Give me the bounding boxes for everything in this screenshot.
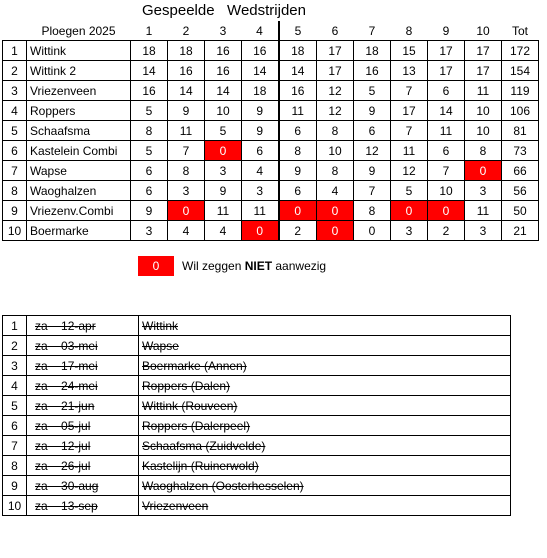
legend-text-bold: NIET	[244, 259, 273, 273]
schedule-opponent: Roppers (Dalerpeel)	[139, 416, 511, 436]
legend-text-after: aanwezig	[272, 259, 327, 273]
score-cell: 9	[242, 121, 279, 141]
schedule-number: 1	[3, 316, 27, 336]
schedule-date: 30-aug	[61, 478, 99, 493]
score-cell: 17	[465, 41, 502, 61]
score-cell: 2	[428, 221, 465, 241]
header-round-8: 8	[391, 21, 428, 41]
score-cell: 7	[391, 81, 428, 101]
score-cell: 4	[205, 221, 242, 241]
schedule-number: 2	[3, 336, 27, 356]
table-row	[3, 161, 539, 181]
row-total: 106	[502, 101, 539, 121]
header-round-1: 1	[131, 21, 168, 41]
schedule-row	[3, 336, 511, 356]
legend-text-before: Wil zeggen	[182, 259, 245, 273]
score-cell: 0	[168, 201, 205, 221]
score-cell: 8	[317, 161, 354, 181]
score-cell: 14	[168, 81, 205, 101]
schedule-date-cell	[27, 356, 139, 376]
score-cell: 17	[428, 41, 465, 61]
score-cell: 11	[465, 201, 502, 221]
score-cell: 16	[168, 61, 205, 81]
schedule-day: za	[35, 478, 48, 493]
row-total: 73	[502, 141, 539, 161]
score-cell: 7	[428, 161, 465, 181]
score-cell: 9	[279, 161, 317, 181]
row-team-name: Kastelein Combi	[27, 141, 131, 161]
score-cell: 6	[428, 141, 465, 161]
schedule-day: za	[35, 378, 48, 393]
score-cell: 0	[465, 161, 502, 181]
score-cell: 13	[391, 61, 428, 81]
header-blank	[3, 21, 27, 41]
score-cell: 8	[465, 141, 502, 161]
schedule-spacer	[48, 419, 61, 433]
schedule-date-cell	[27, 416, 139, 436]
row-total: 172	[502, 41, 539, 61]
score-cell: 14	[242, 61, 279, 81]
score-cell: 14	[131, 61, 168, 81]
header-round-6: 6	[317, 21, 354, 41]
row-team-name: Boermarke	[27, 221, 131, 241]
schedule-table	[2, 315, 511, 516]
score-cell: 6	[242, 141, 279, 161]
schedule-opponent: Roppers (Dalen)	[139, 376, 511, 396]
row-rank: 10	[3, 221, 27, 241]
score-cell: 6	[279, 181, 317, 201]
row-total: 50	[502, 201, 539, 221]
row-total: 154	[502, 61, 539, 81]
schedule-date-cell	[27, 376, 139, 396]
score-cell: 11	[465, 81, 502, 101]
schedule-row	[3, 376, 511, 396]
score-cell: 7	[354, 181, 391, 201]
schedule-day: za	[35, 338, 48, 353]
row-rank: 5	[3, 121, 27, 141]
schedule-date: 12-apr	[61, 318, 96, 333]
schedule-date-cell	[27, 496, 139, 516]
score-cell: 17	[317, 61, 354, 81]
schedule-number: 6	[3, 416, 27, 436]
schedule-spacer	[48, 399, 61, 413]
schedule-opponent: Waoghalzen (Oosterhesselen)	[139, 476, 511, 496]
row-total: 66	[502, 161, 539, 181]
schedule-spacer	[48, 339, 61, 353]
score-cell: 16	[205, 41, 242, 61]
row-rank: 7	[3, 161, 27, 181]
schedule-number: 3	[3, 356, 27, 376]
score-cell: 3	[465, 181, 502, 201]
schedule-day: za	[35, 498, 48, 513]
score-cell: 3	[205, 161, 242, 181]
table-row	[3, 201, 539, 221]
schedule-number: 4	[3, 376, 27, 396]
score-cell: 12	[317, 81, 354, 101]
schedule-spacer	[48, 379, 61, 393]
schedule-date: 03-mei	[61, 338, 98, 353]
schedule-spacer	[48, 499, 61, 513]
table-row	[3, 141, 539, 161]
schedule-date: 05-jul	[61, 418, 91, 433]
schedule-date: 17-mei	[61, 358, 98, 373]
score-cell: 16	[131, 81, 168, 101]
schedule-opponent: Kastelijn (Ruinerwold)	[139, 456, 511, 476]
score-cell: 3	[242, 181, 279, 201]
row-rank: 9	[3, 201, 27, 221]
schedule-row	[3, 396, 511, 416]
score-cell: 17	[465, 61, 502, 81]
score-cell: 5	[131, 101, 168, 121]
header-total: Tot	[502, 21, 539, 41]
schedule-date-cell	[27, 456, 139, 476]
score-cell: 5	[205, 121, 242, 141]
score-cell: 8	[354, 201, 391, 221]
score-cell: 3	[391, 221, 428, 241]
table-row	[3, 81, 539, 101]
score-cell: 0	[279, 201, 317, 221]
schedule-opponent: Wittink	[139, 316, 511, 336]
row-team-name: Vriezenv.Combi	[27, 201, 131, 221]
schedule-spacer	[48, 439, 61, 453]
schedule-number: 10	[3, 496, 27, 516]
score-cell: 12	[317, 101, 354, 121]
row-rank: 4	[3, 101, 27, 121]
score-cell: 3	[465, 221, 502, 241]
score-cell: 17	[428, 61, 465, 81]
schedule-opponent: Wittink (Rouveen)	[139, 396, 511, 416]
schedule-row	[3, 496, 511, 516]
header-round-7: 7	[354, 21, 391, 41]
score-cell: 9	[205, 181, 242, 201]
row-team-name: Wittink 2	[27, 61, 131, 81]
score-cell: 4	[168, 221, 205, 241]
score-cell: 16	[354, 61, 391, 81]
schedule-number: 7	[3, 436, 27, 456]
schedule-spacer	[48, 319, 61, 333]
score-cell: 18	[168, 41, 205, 61]
header-team-label: Ploegen 2025	[27, 21, 131, 41]
row-rank: 2	[3, 61, 27, 81]
table-row	[3, 41, 539, 61]
score-cell: 3	[168, 181, 205, 201]
score-cell: 5	[131, 141, 168, 161]
schedule-opponent: Boermarke (Annen)	[139, 356, 511, 376]
schedule-date-cell	[27, 336, 139, 356]
header-round-9: 9	[428, 21, 465, 41]
schedule-row	[3, 476, 511, 496]
score-cell: 16	[242, 41, 279, 61]
score-cell: 8	[168, 161, 205, 181]
schedule-day: za	[35, 318, 48, 333]
score-cell: 0	[391, 201, 428, 221]
score-cell: 11	[168, 121, 205, 141]
score-cell: 11	[242, 201, 279, 221]
score-cell: 9	[131, 201, 168, 221]
scores-header-row	[3, 21, 539, 41]
legend-swatch: 0	[138, 256, 174, 276]
page-title: Gespeelde Wedstrijden	[142, 2, 306, 19]
header-round-4: 4	[242, 21, 279, 41]
row-team-name: Vriezenveen	[27, 81, 131, 101]
schedule-number: 8	[3, 456, 27, 476]
score-cell: 0	[317, 201, 354, 221]
score-cell: 8	[131, 121, 168, 141]
score-cell: 10	[465, 121, 502, 141]
legend	[138, 256, 326, 276]
schedule-day: za	[35, 398, 48, 413]
score-cell: 18	[242, 81, 279, 101]
score-cell: 16	[205, 61, 242, 81]
schedule-date: 12-jul	[61, 438, 91, 453]
score-cell: 11	[279, 101, 317, 121]
score-cell: 0	[205, 141, 242, 161]
table-row	[3, 121, 539, 141]
schedule-date: 24-mei	[61, 378, 98, 393]
schedule-date-cell	[27, 436, 139, 456]
score-cell: 0	[354, 221, 391, 241]
score-cell: 10	[317, 141, 354, 161]
row-rank: 6	[3, 141, 27, 161]
score-cell: 10	[205, 101, 242, 121]
score-cell: 18	[131, 41, 168, 61]
table-row	[3, 221, 539, 241]
schedule-row	[3, 356, 511, 376]
schedule-row	[3, 416, 511, 436]
row-total: 119	[502, 81, 539, 101]
score-cell: 9	[242, 101, 279, 121]
score-cell: 7	[168, 141, 205, 161]
scores-table	[2, 21, 539, 241]
score-cell: 0	[317, 221, 354, 241]
schedule-spacer	[48, 479, 61, 493]
score-cell: 14	[205, 81, 242, 101]
score-cell: 18	[354, 41, 391, 61]
schedule-spacer	[48, 359, 61, 373]
row-total: 81	[502, 121, 539, 141]
header-round-10: 10	[465, 21, 502, 41]
schedule-opponent: Schaafsma (Zuidvelde)	[139, 436, 511, 456]
score-cell: 9	[354, 101, 391, 121]
header-round-2: 2	[168, 21, 205, 41]
schedule-day: za	[35, 418, 48, 433]
schedule-date: 26-jul	[61, 458, 91, 473]
score-cell: 3	[131, 221, 168, 241]
row-rank: 1	[3, 41, 27, 61]
row-total: 56	[502, 181, 539, 201]
schedule-date: 13-sep	[61, 498, 98, 513]
score-cell: 0	[428, 201, 465, 221]
score-cell: 4	[317, 181, 354, 201]
table-row	[3, 61, 539, 81]
schedule-number: 5	[3, 396, 27, 416]
score-cell: 5	[354, 81, 391, 101]
score-cell: 10	[465, 101, 502, 121]
schedule-day: za	[35, 438, 48, 453]
score-cell: 16	[279, 81, 317, 101]
score-cell: 15	[391, 41, 428, 61]
score-cell: 14	[428, 101, 465, 121]
score-cell: 8	[317, 121, 354, 141]
score-cell: 11	[205, 201, 242, 221]
row-team-name: Roppers	[27, 101, 131, 121]
score-cell: 17	[391, 101, 428, 121]
score-cell: 9	[354, 161, 391, 181]
row-team-name: Waoghalzen	[27, 181, 131, 201]
score-cell: 11	[391, 141, 428, 161]
schedule-date: 21-jun	[61, 398, 95, 413]
schedule-row	[3, 436, 511, 456]
row-total: 21	[502, 221, 539, 241]
schedule-number: 9	[3, 476, 27, 496]
score-cell: 14	[279, 61, 317, 81]
score-cell: 12	[391, 161, 428, 181]
schedule-day: za	[35, 358, 48, 373]
score-cell: 6	[428, 81, 465, 101]
row-team-name: Wapse	[27, 161, 131, 181]
schedule-date-cell	[27, 396, 139, 416]
row-rank: 3	[3, 81, 27, 101]
schedule-spacer	[48, 459, 61, 473]
row-rank: 8	[3, 181, 27, 201]
schedule-date-cell	[27, 476, 139, 496]
schedule-opponent: Vriezenveen	[139, 496, 511, 516]
schedule-day: za	[35, 458, 48, 473]
score-cell: 10	[428, 181, 465, 201]
score-cell: 8	[279, 141, 317, 161]
score-cell: 18	[279, 41, 317, 61]
score-cell: 4	[242, 161, 279, 181]
row-team-name: Wittink	[27, 41, 131, 61]
score-cell: 17	[317, 41, 354, 61]
score-cell: 7	[391, 121, 428, 141]
score-cell: 6	[279, 121, 317, 141]
score-cell: 9	[168, 101, 205, 121]
score-cell: 0	[242, 221, 279, 241]
score-cell: 11	[428, 121, 465, 141]
score-cell: 6	[131, 181, 168, 201]
score-cell: 6	[131, 161, 168, 181]
schedule-date-cell	[27, 316, 139, 336]
score-cell: 12	[354, 141, 391, 161]
header-round-3: 3	[205, 21, 242, 41]
schedule-row	[3, 316, 511, 336]
table-row	[3, 181, 539, 201]
schedule-row	[3, 456, 511, 476]
score-cell: 2	[279, 221, 317, 241]
score-cell: 5	[391, 181, 428, 201]
row-team-name: Schaafsma	[27, 121, 131, 141]
score-cell: 6	[354, 121, 391, 141]
schedule-opponent: Wapse	[139, 336, 511, 356]
table-row	[3, 101, 539, 121]
header-round-5: 5	[279, 21, 317, 41]
